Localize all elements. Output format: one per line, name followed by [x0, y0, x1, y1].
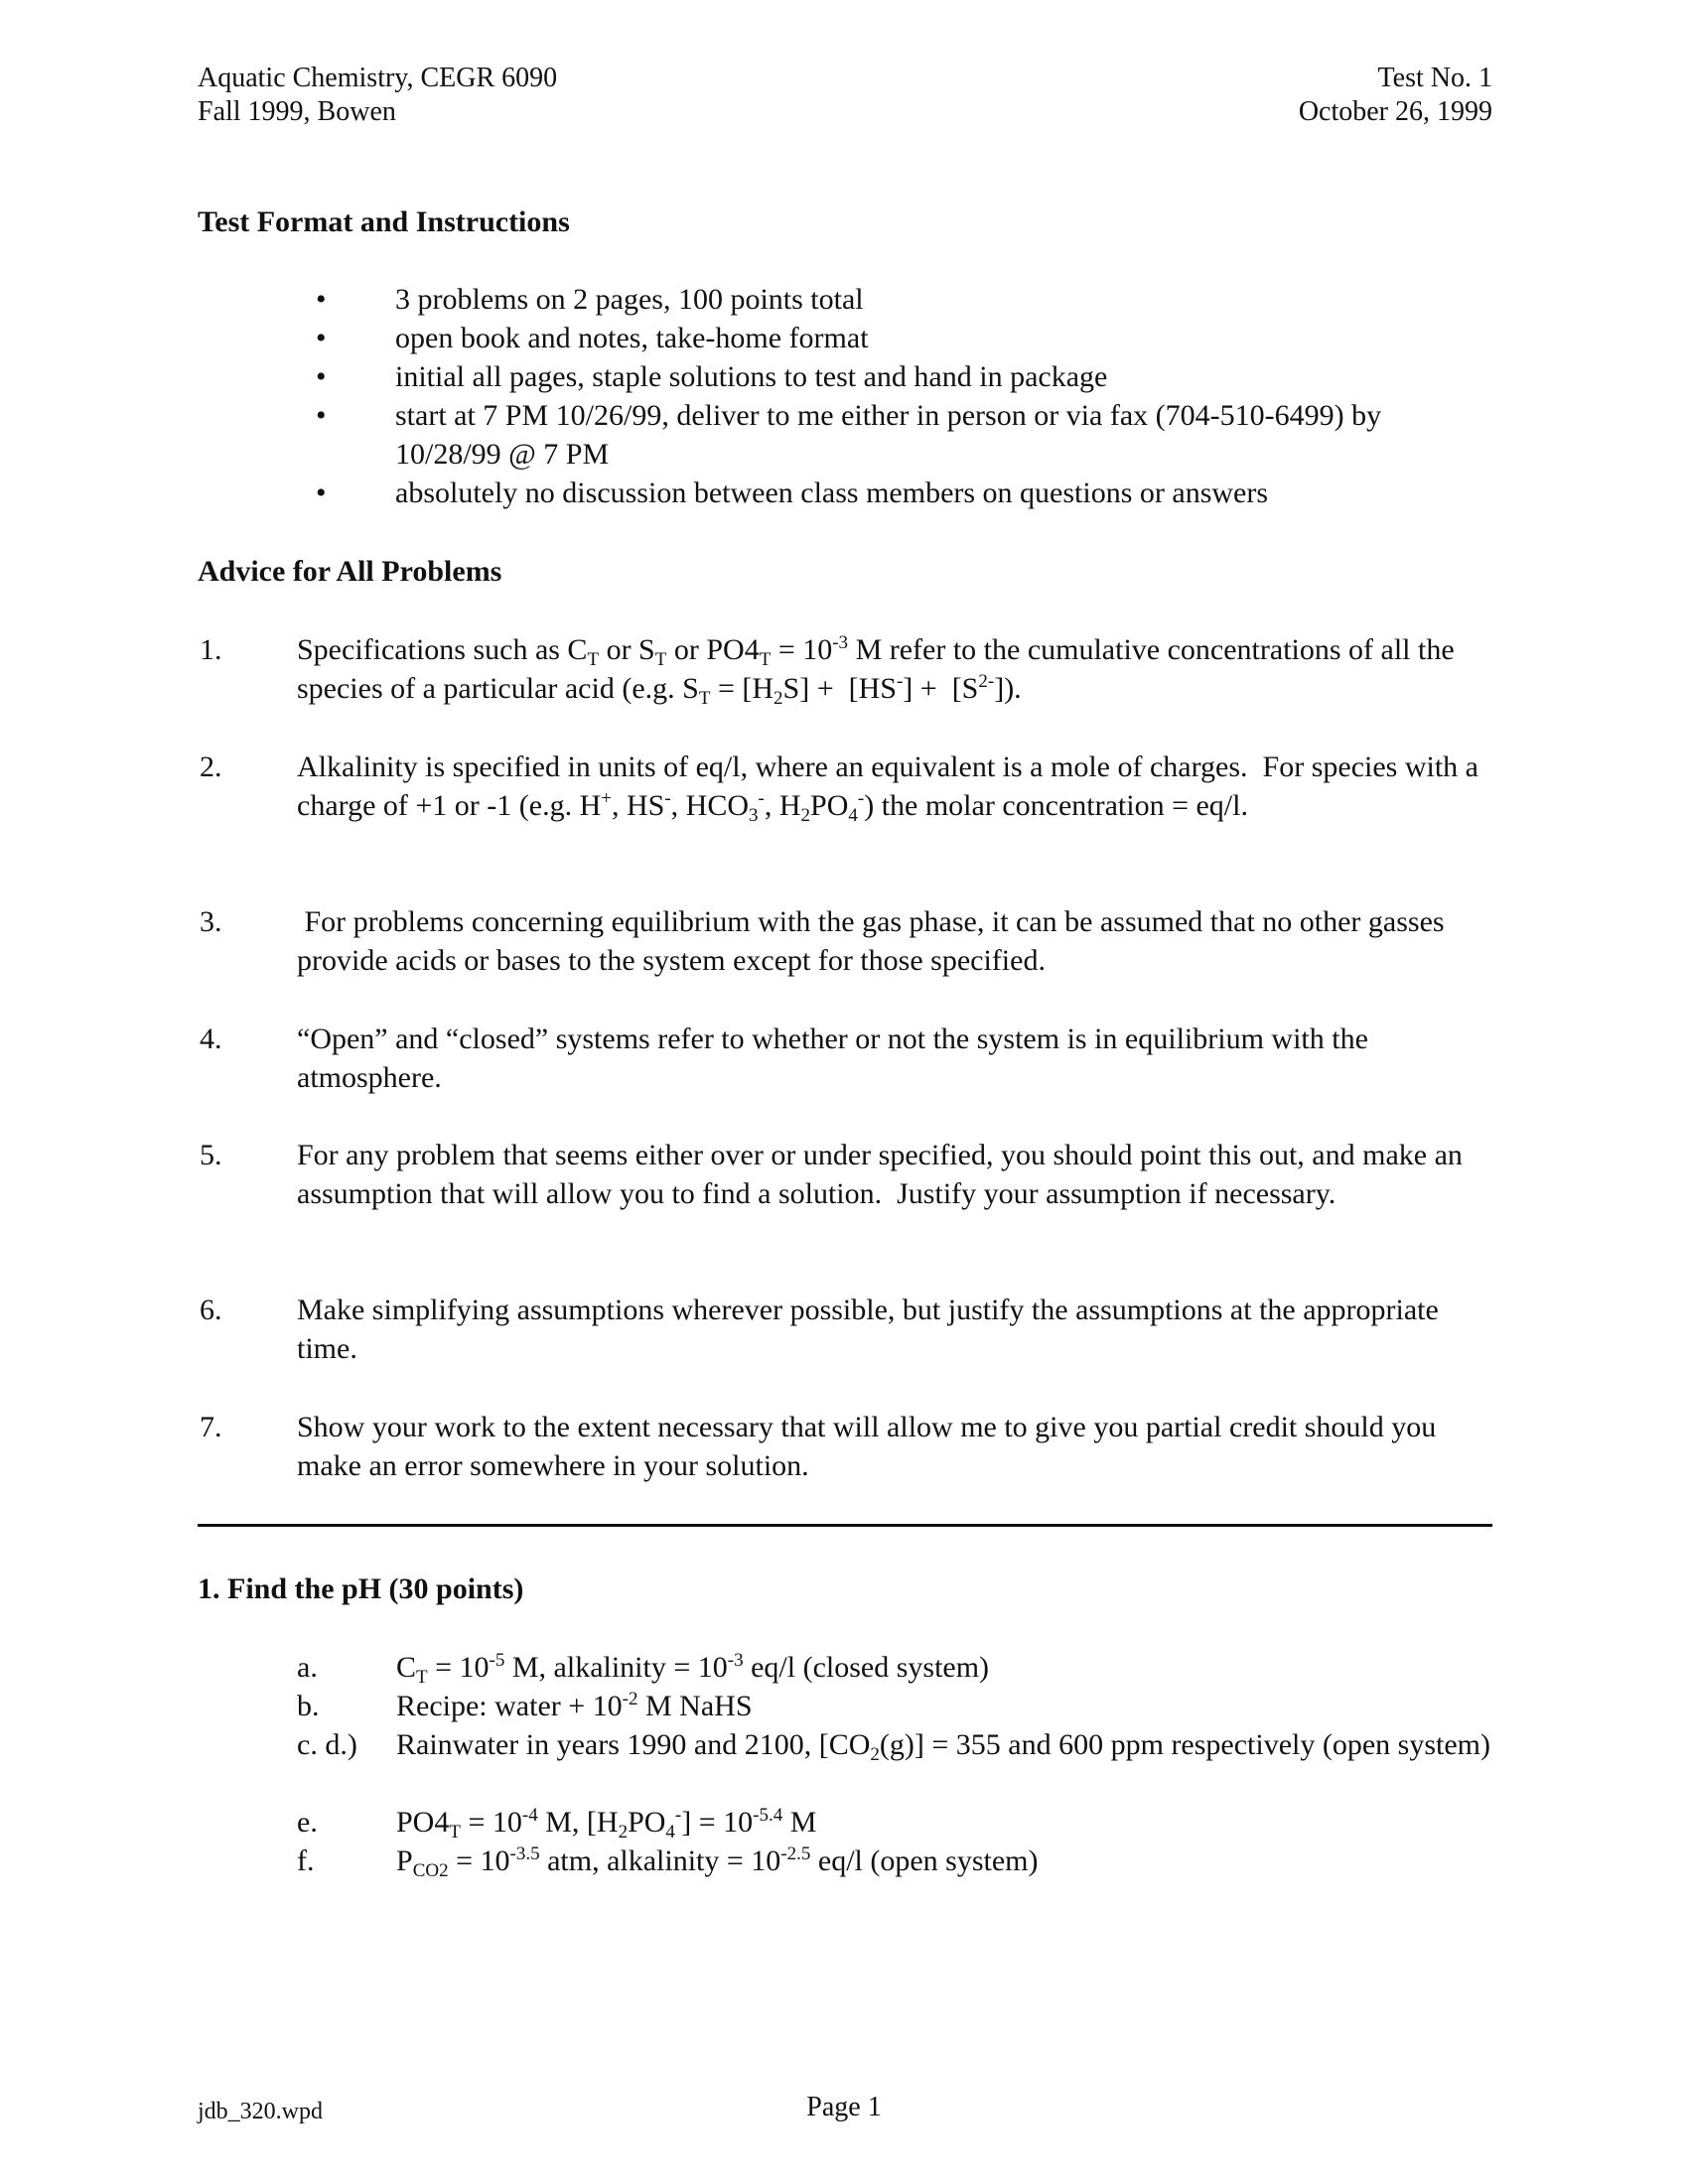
advice-number: 3.	[200, 905, 222, 938]
advice-number: 5.	[200, 1139, 222, 1171]
advice-heading: Advice for All Problems	[198, 555, 502, 588]
advice-text: Alkalinity is specified in units of eq/l, where an equivalent is a mole of charges. For species with a charge of +1 or -1 (e.g. H+, HS-, $HCO_3^-$, $H_2PO_4^-$) the molar concentration = eq/l.	[297, 751, 1478, 826]
instruction-text: 3 problems on 2 pages, 100 points total	[395, 283, 864, 316]
advice-text: Show your work to the extent necessary that will allow me to give you partial credit should you make an error somewhere in your solution.	[297, 1411, 1437, 1482]
advice-item	[200, 902, 1492, 980]
advice-text: “Open” and “closed” systems refer to whether or not the system is in equilibrium with the atmosphere.	[297, 1023, 1368, 1094]
page-number: Page 1	[806, 2092, 882, 2122]
problem-item-text: $P_{CO2} = 10^{-3.5}$ atm, alkalinity = $10^{-2.5}$ eq/l (open system)	[396, 1843, 1039, 1881]
problem-item	[297, 1687, 1492, 1725]
footer-filename: jdb_320.wpd	[198, 2099, 323, 2124]
problem-item-text: $C_T = 10^{-5}$ M, alkalinity = $10^{-3}$ eq/l (closed system)	[396, 1650, 990, 1688]
advice-text: For any problem that seems either over or under specified, you should point this out, and make an assumption that will allow you to find a solution. Justify your assumption if necessary.	[297, 1139, 1471, 1210]
advice-item	[200, 1291, 1492, 1368]
test-date: October 26, 1999	[1298, 96, 1492, 127]
instruction-item	[316, 280, 1492, 319]
advice-item	[200, 1020, 1492, 1097]
problem-item	[297, 1725, 1492, 1764]
advice-text: For problems concerning equilibrium with the gas phase, it can be assumed that no other gasses provide acids or bases to the system except for those specified.	[297, 905, 1453, 977]
problem-item	[297, 1842, 1492, 1880]
test-number: Test No. 1	[1377, 63, 1492, 93]
advice-text: Specifications such as $C_T$ or $S_T$ or $PO4_T = 10^{-3}$ M refer to the cumulative concentrations of all the species of a particular acid (e.g. $S_T = [H_2S] + [HS^-] + [S^{2-}]$).	[297, 632, 1455, 709]
problem-item-label: b.	[297, 1690, 320, 1722]
instruction-text: initial all pages, staple solutions to test and hand in package	[395, 360, 1108, 393]
problem-item-label: e.	[297, 1806, 318, 1839]
instruction-item	[316, 396, 1492, 474]
instruction-text: start at 7 PM 10/26/99, deliver to me either in person or via fax (704-510-6499) by 10/28/99 @ 7 PM	[395, 399, 1382, 471]
problem-item-label: f.	[297, 1844, 315, 1877]
bullet-icon: •	[316, 283, 327, 316]
problem-item-text: Recipe: water + $10^{-2}$ M NaHS	[396, 1689, 753, 1722]
advice-item	[200, 1408, 1492, 1485]
instruction-item	[316, 474, 1492, 512]
bullet-icon: •	[316, 399, 327, 432]
instruction-text: absolutely no discussion between class members on questions or answers	[395, 477, 1269, 509]
course-title: Aquatic Chemistry, CEGR 6090	[198, 63, 558, 93]
advice-item	[200, 748, 1492, 825]
advice-text: Make simplifying assumptions wherever possible, but justify the assumptions at the appropriate time.	[297, 1294, 1439, 1365]
bullet-icon: •	[316, 477, 327, 509]
problem-1-heading: 1. Find the pH (30 points)	[198, 1572, 524, 1605]
advice-number: 7.	[200, 1411, 222, 1443]
advice-number: 2.	[200, 751, 222, 783]
course-term: Fall 1999, Bowen	[198, 96, 396, 127]
problem-item-label: a.	[297, 1651, 318, 1684]
instruction-item	[316, 319, 1492, 357]
bullet-icon: •	[316, 360, 327, 393]
advice-item	[200, 630, 1492, 708]
instruction-item	[316, 357, 1492, 396]
problem-item	[297, 1803, 1492, 1842]
problem-item-text: Rainwater in years 1990 and 2100, $[CO_2(g)] = 355$ and 600 ppm respectively (open system)	[396, 1728, 1491, 1765]
advice-item	[200, 1136, 1492, 1213]
instructions-heading: Test Format and Instructions	[198, 205, 570, 238]
problem-item-label: c. d.)	[297, 1728, 357, 1761]
bullet-icon: •	[316, 322, 327, 354]
instruction-text: open book and notes, take-home format	[395, 322, 869, 354]
problem-item-text: $PO4_T = 10^{-4}$ M, $[H_2PO_4^-] = 10^{-5.4}$ M	[396, 1805, 817, 1843]
advice-number: 4.	[200, 1023, 222, 1055]
problem-item	[297, 1648, 1492, 1687]
section-divider	[198, 1524, 1492, 1527]
advice-number: 6.	[200, 1294, 222, 1326]
advice-number: 1.	[200, 633, 222, 666]
